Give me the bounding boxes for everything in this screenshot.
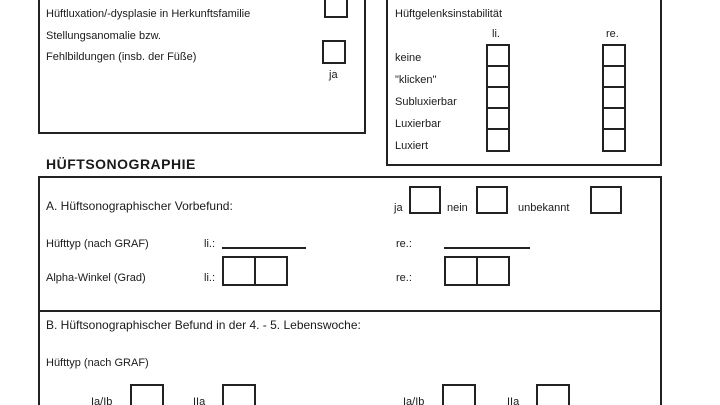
instability-row-luxierbar: Luxierbar [395,118,441,130]
left-klicken-checkbox[interactable] [486,65,510,88]
familial-history-checkbox[interactable] [324,0,348,18]
option-unbekannt-checkbox[interactable] [590,186,622,214]
b-type-right-ia-checkbox[interactable] [442,384,476,405]
section-title: HÜFTSONOGRAPHIE [46,156,196,172]
b-type-left-ia-label: Ia/Ib [91,396,113,405]
right-luxierbar-checkbox[interactable] [602,107,626,130]
b-type-right-iia-label: IIa [507,396,520,405]
right-klicken-checkbox[interactable] [602,65,626,88]
b-type-left-iia-checkbox[interactable] [222,384,256,405]
b-type-right-iia-checkbox[interactable] [536,384,570,405]
instability-col-left: li. [492,28,500,40]
instability-row-keine: keine [395,52,422,64]
option-nein-checkbox[interactable] [476,186,508,214]
section-b-title: B. Hüftsonographischer Befund in der 4. - 5. Lebenswoche: [46,318,361,332]
anamnesis-line-3: Fehlbildungen (insb. der Füße) [46,51,197,63]
b-type-left-ia-checkbox[interactable] [130,384,164,405]
option-nein-label: nein [447,202,468,214]
a-alpha-left-digit-1[interactable] [222,256,256,286]
left-luxiert-checkbox[interactable] [486,128,510,152]
a-alpha-li-label: li.: [204,272,215,284]
instability-row-luxiert: Luxiert [395,140,429,152]
option-unbekannt-label: unbekannt [518,202,570,214]
instability-row-klicken: "klicken" [395,74,437,86]
anamnesis-line-2: Stellungsanomalie bzw. [46,30,161,42]
ja-label: ja [329,69,338,81]
a-alpha-left-digit-2[interactable] [254,256,288,286]
a-hufttyp-label: Hüfttyp (nach GRAF) [46,238,149,250]
anamnesis-line-1: Hüftluxation/-dysplasie in Herkunftsfamilie [46,8,251,20]
option-ja-label: ja [394,202,403,214]
right-subluxierbar-checkbox[interactable] [602,86,626,109]
a-alpha-right-digit-2[interactable] [476,256,510,286]
a-alpha-right-digit-1[interactable] [444,256,478,286]
instability-title: Hüftgelenksinstabilität [395,8,503,20]
b-type-left-iia-label: IIa [193,396,206,405]
left-keine-checkbox[interactable] [486,44,510,67]
option-ja-checkbox[interactable] [409,186,441,214]
right-luxiert-checkbox[interactable] [602,128,626,152]
b-hufttyp-label: Hüfttyp (nach GRAF) [46,357,149,369]
instability-col-right: re. [606,28,619,40]
a-hufttyp-re-label: re.: [396,238,412,250]
right-keine-checkbox[interactable] [602,44,626,67]
left-subluxierbar-checkbox[interactable] [486,86,510,109]
a-hufttyp-right-field[interactable] [444,247,530,249]
a-alpha-re-label: re.: [396,272,412,284]
b-type-right-ia-label: Ia/Ib [403,396,425,405]
a-hufttyp-left-field[interactable] [222,247,306,249]
instability-row-subluxierbar: Subluxierbar [395,96,457,108]
a-alpha-label: Alpha-Winkel (Grad) [46,272,146,284]
left-luxierbar-checkbox[interactable] [486,107,510,130]
a-hufttyp-li-label: li.: [204,238,215,250]
section-a-title: A. Hüftsonographischer Vorbefund: [46,199,233,213]
malformation-checkbox[interactable] [322,40,346,64]
